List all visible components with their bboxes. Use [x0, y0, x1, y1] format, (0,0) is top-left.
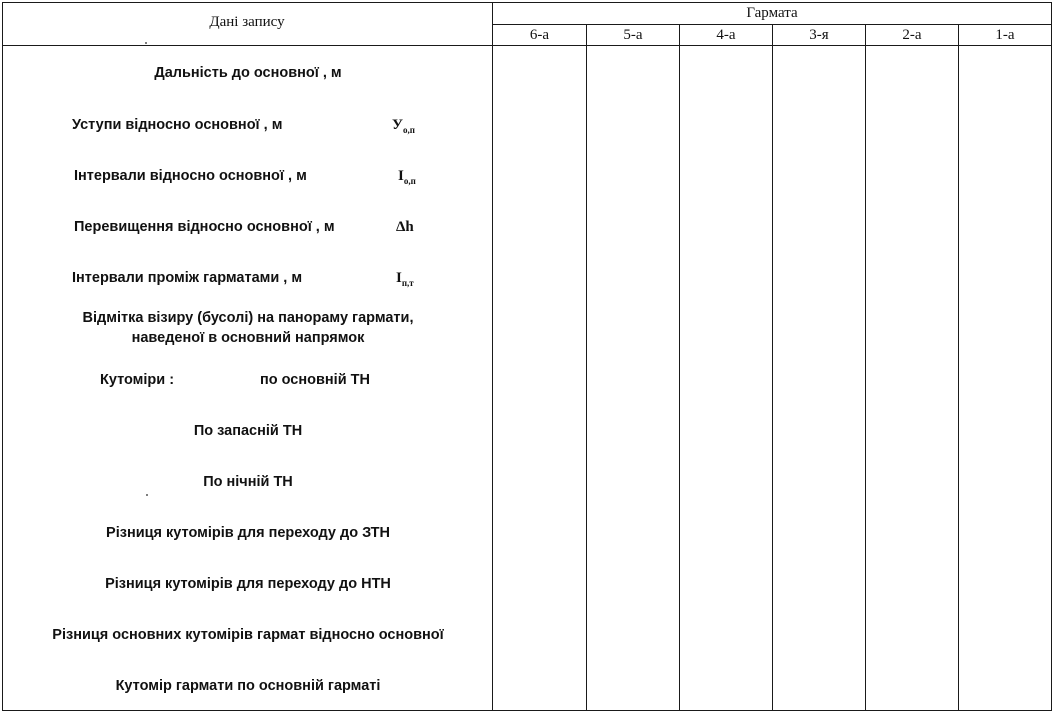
table-border-top [2, 2, 1052, 3]
scan-speck [146, 494, 148, 496]
table-border-right [1051, 2, 1052, 711]
row-label-text: Уступи відносно основної , м [72, 117, 283, 133]
gun-column-divider [865, 24, 866, 711]
gun-column-header-4: 4-а [716, 27, 736, 43]
row-label-text-line1: Відмітка візиру (бусолі) на панораму гармати, [82, 310, 414, 326]
row-label-text: Різниця кутомірів для переходу до ЗТН [106, 525, 390, 541]
row-label-text: По запасній ТН [193, 423, 303, 439]
row-label-text: Кутомір гармати по основній гарматі [115, 678, 381, 694]
row-diff-to-ztn [6, 523, 490, 543]
gun-column-divider [586, 24, 587, 711]
row-label-text: Кутоміри : [100, 372, 175, 388]
symbol-i-pt: $І_{п,т}$ [396, 270, 414, 288]
gun-column-header-6: 6-а [529, 27, 550, 43]
row-night-tn [6, 472, 490, 492]
data-column-header: Дані запису [209, 14, 285, 30]
row-label-text: Різниця основних кутомірів гармат відносно основної [52, 627, 444, 643]
row-deflections-main-tn [100, 370, 480, 390]
row-label-text: Дальність до основної , м [154, 65, 342, 81]
scan-speck [145, 42, 147, 44]
gun-group-header: Гармата [746, 5, 798, 21]
row-intervals-between-guns [72, 268, 472, 288]
header-bottom-line [2, 45, 1052, 46]
row-label-text: Інтервали проміж гарматами , м [72, 270, 303, 286]
row-offsets-relative [72, 115, 472, 135]
row-label-text: Інтервали відносно основної , м [74, 168, 307, 184]
row-label-text: Перевищення відносно основної , м [74, 219, 335, 235]
row-range-to-main [6, 63, 490, 83]
gun-column-header-1: 1-а [995, 27, 1015, 43]
gun-column-header-5: 5-а [623, 27, 643, 43]
row-label-text: По нічній ТН [203, 474, 293, 490]
gun-column-header-3: 3-я [809, 27, 829, 43]
row-intervals-relative [74, 166, 474, 186]
symbol-delta-h: Δh [396, 219, 414, 235]
symbol-u-op: $У_{о,п}$ [392, 117, 415, 135]
table-border-bottom [2, 710, 1052, 711]
gun-column-divider [958, 24, 959, 711]
gun-column-divider [772, 24, 773, 711]
row-diff-to-ntn [6, 574, 490, 594]
table-border-left [2, 2, 3, 711]
symbol-i-op: $І_{о,п}$ [398, 168, 416, 186]
gun-column-header-2: 2-а [902, 27, 922, 43]
row-label-text-line2: наведеної в основний напрямок [131, 330, 365, 346]
row-gun-deflection-by-main [6, 676, 490, 696]
row-reserve-tn [6, 421, 490, 441]
row-label-text-right: по основній ТН [260, 372, 370, 388]
label-column-divider [492, 2, 493, 711]
row-diff-main-deflections [6, 625, 490, 645]
row-label-text: Різниця кутомірів для переходу до НТН [105, 576, 391, 592]
gun-column-divider [679, 24, 680, 711]
row-sight-mark [6, 308, 490, 348]
row-elevation-relative [74, 217, 474, 237]
